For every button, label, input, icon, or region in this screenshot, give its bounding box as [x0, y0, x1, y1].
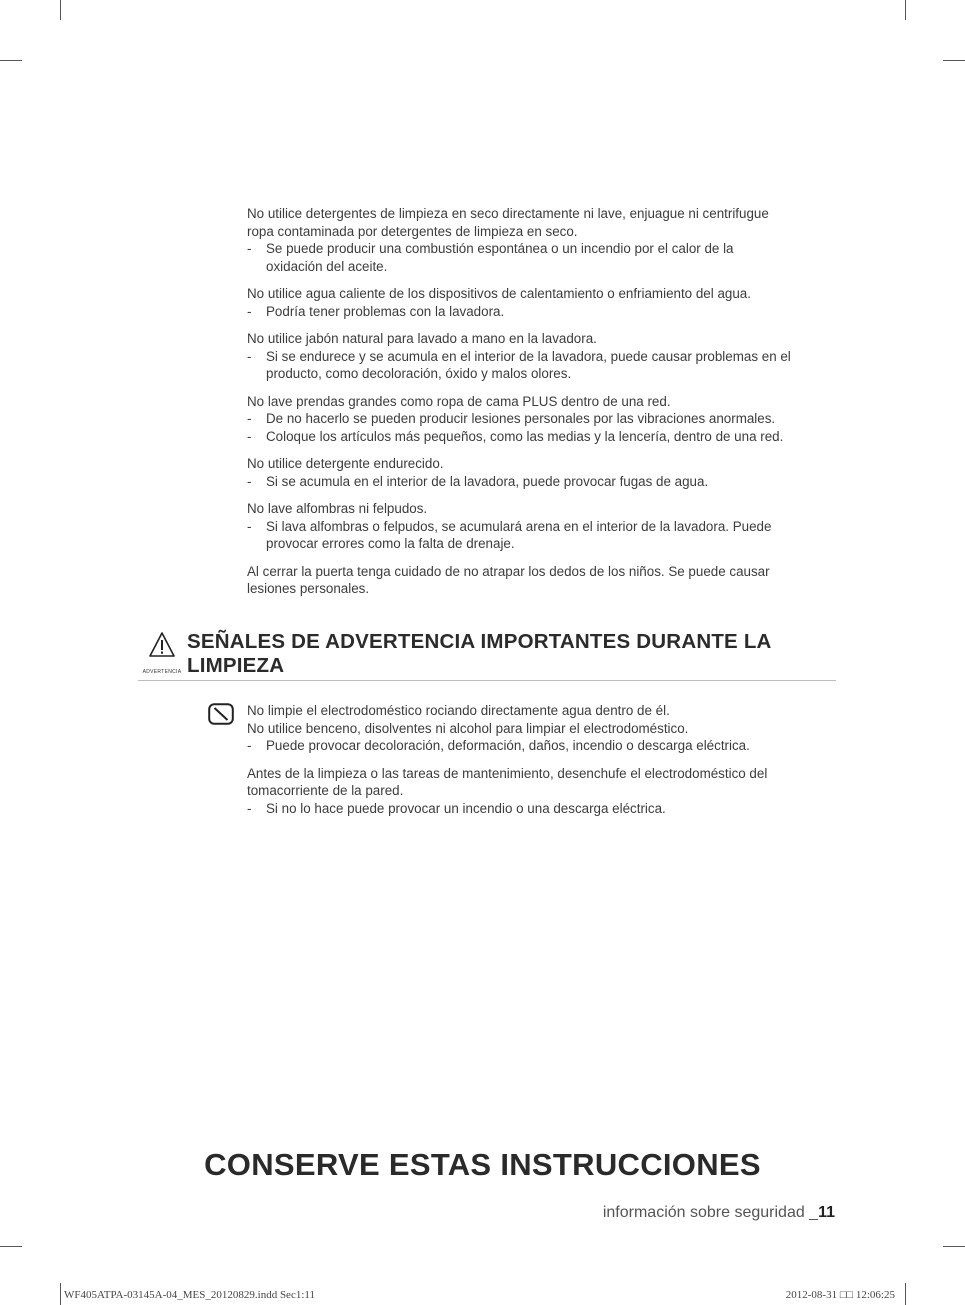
instruction-text: Al cerrar la puerta tenga cuidado de no atrapar los dedos de los niños. Se puede causar [247, 563, 770, 579]
instruction-text: No lave prendas grandes como ropa de cama PLUS dentro de una red. [247, 393, 671, 409]
instruction-block [247, 393, 837, 446]
instruction-block [247, 455, 837, 490]
instruction-detail [247, 303, 837, 321]
instruction-detail [247, 428, 837, 446]
instruction-text: No lave alfombras ni felpudos. [247, 501, 428, 516]
instruction-text: No utilice agua caliente de los dispositivos de calentamiento o enfriamiento del agua. [247, 286, 751, 301]
detail-text: Si se acumula en el interior de la lavadora, puede provocar fugas de agua. [266, 473, 709, 489]
section-title-line: LIMPIEZA [187, 654, 285, 677]
warning-label: ADVERTENCIA [142, 669, 182, 675]
detail-text: Si se endurece y se acumula en el interior de la lavadora, puede causar problemas en el [266, 348, 791, 364]
safety-instructions [247, 205, 837, 608]
dash-bullet: - [247, 411, 252, 426]
instruction-text: No utilice detergente endurecido. [247, 456, 444, 471]
instruction-text: ropa contaminada por detergentes de limpieza en seco. [247, 223, 578, 239]
instruction-detail [247, 737, 837, 755]
instruction-detail [247, 518, 837, 553]
crop-mark [905, 1283, 906, 1305]
instruction-detail [247, 348, 837, 383]
dash-bullet: - [247, 800, 252, 816]
detail-text: Se puede producir una combustión espontánea o un incendio por el calor de la [266, 241, 734, 256]
prohibited-icon [208, 703, 234, 730]
instruction-detail [247, 473, 837, 491]
detail-text: Puede provocar decoloración, deformación, daños, incendio o descarga eléctrica. [266, 738, 750, 753]
conserve-heading: CONSERVE ESTAS INSTRUCCIONES [204, 1147, 761, 1182]
warning-triangle-icon [138, 632, 186, 678]
detail-text: oxidación del aceite. [266, 258, 388, 274]
dash-bullet: - [247, 518, 252, 534]
dash-bullet: - [247, 738, 252, 753]
section-heading [138, 630, 836, 681]
detail-text: De no hacerlo se pueden producir lesiones personales por las vibraciones anormales. [266, 411, 776, 426]
crop-mark [60, 1283, 61, 1305]
instruction-text: No utilice benceno, disolventes ni alcohol para limpiar el electrodoméstico. [247, 720, 689, 736]
instruction-detail [247, 800, 837, 818]
detail-text: Podría tener problemas con la lavadora. [266, 303, 505, 319]
detail-text: Si lava alfombras o felpudos, se acumulará arena en el interior de la lavadora. Puede [266, 518, 772, 534]
dash-bullet: - [247, 473, 252, 489]
instruction-block [247, 500, 837, 553]
instruction-detail [247, 240, 837, 275]
instruction-block [247, 285, 837, 320]
crop-mark [943, 60, 965, 61]
detail-text: producto, como decoloración, óxido y malos olores. [266, 366, 572, 381]
instruction-text: No limpie el electrodoméstico rociando directamente agua dentro de él. [247, 703, 670, 718]
detail-text: Coloque los artículos más pequeños, como las medias y la lencería, dentro de una red. [266, 428, 784, 444]
dash-bullet: - [247, 348, 252, 364]
cleaning-warnings [247, 702, 837, 827]
instruction-block [247, 702, 837, 755]
crop-mark [60, 0, 61, 20]
instruction-block [247, 563, 837, 598]
dash-bullet: - [247, 428, 252, 444]
detail-text: Si no lo hace puede provocar un incendio o una descarga eléctrica. [266, 800, 666, 816]
page-number: 11 [818, 1204, 835, 1221]
dash-bullet: - [247, 241, 252, 256]
crop-mark [0, 1246, 22, 1247]
instruction-text: No utilice detergentes de limpieza en seco directamente ni lave, enjuague ni centrifugue [247, 206, 769, 221]
instruction-block [247, 205, 837, 275]
dash-bullet: - [247, 303, 252, 319]
print-slug-file: WF405ATPA-03145A-04_MES_20120829.indd Sec1:11 [64, 1289, 315, 1301]
instruction-block [247, 330, 837, 383]
instruction-text: Antes de la limpieza o las tareas de mantenimiento, desenchufe el electrodoméstico del [247, 765, 768, 781]
crop-mark [0, 60, 22, 61]
section-name: información sobre seguridad _ [602, 1204, 819, 1221]
crop-mark [943, 1246, 965, 1247]
instruction-text: lesiones personales. [247, 581, 370, 596]
instruction-text: tomacorriente de la pared. [247, 783, 404, 798]
instruction-text: No utilice jabón natural para lavado a mano en la lavadora. [247, 331, 597, 346]
print-slug-date: 2012-08-31 □□ 12:06:25 [785, 1289, 895, 1301]
section-title-line: SEÑALES DE ADVERTENCIA IMPORTANTES DURANTE LA [187, 630, 772, 653]
instruction-block [247, 765, 837, 818]
detail-text: provocar errores como la falta de drenaje. [266, 536, 515, 551]
instruction-detail [247, 410, 837, 428]
crop-mark [905, 0, 906, 20]
page-footer [603, 1204, 835, 1222]
